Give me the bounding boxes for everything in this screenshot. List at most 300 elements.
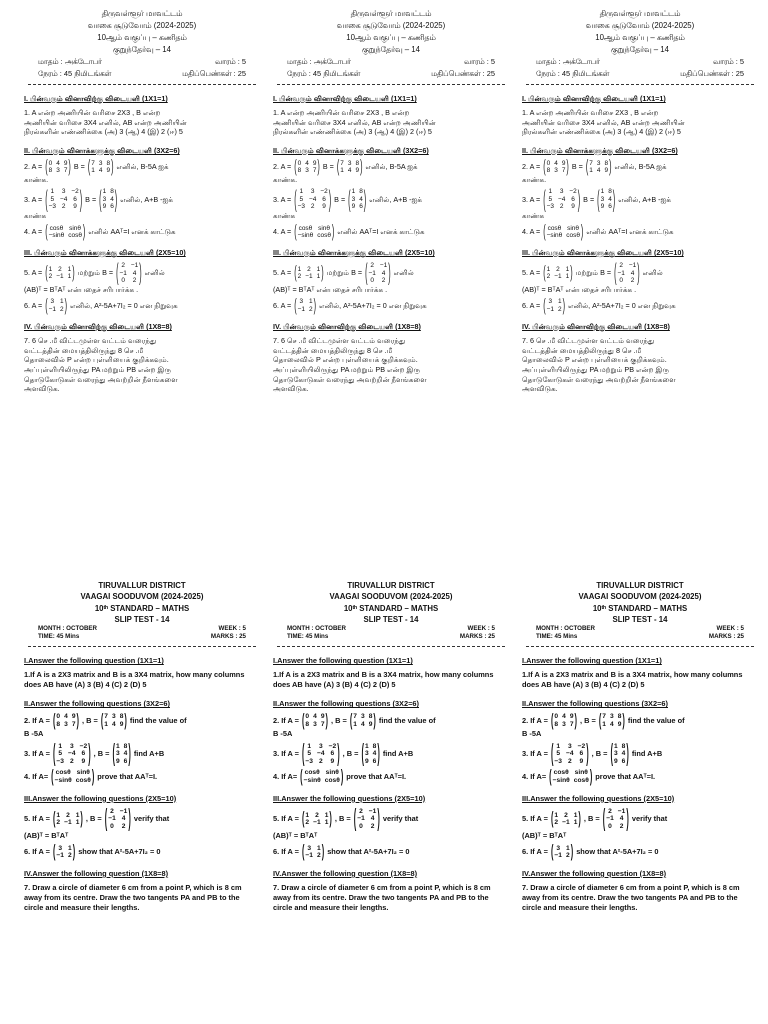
- matrix-q2A: [301, 708, 328, 731]
- week-label: வாரம் : 5: [713, 57, 744, 67]
- matrix-cell: 9: [312, 159, 317, 167]
- bracket-left: (: [353, 802, 357, 833]
- question-text: காண்க.: [522, 174, 547, 184]
- matrix-grid: [90, 160, 111, 175]
- q-text: , B =: [334, 814, 351, 824]
- bracket-left: (: [52, 737, 56, 768]
- matrix-cell: 2: [381, 277, 386, 285]
- matrix-grid: [605, 808, 626, 831]
- matrix-cell: 9: [330, 757, 335, 765]
- bracket-right: ): [80, 807, 83, 829]
- question-3: [24, 737, 260, 768]
- matrix-cell: 3: [307, 844, 312, 852]
- header-line: 10ᵗʰ STANDARD – MATHS: [592, 603, 688, 613]
- matrix-q2A: [543, 155, 569, 178]
- question-text: தொடுகோடுகள் வரைந்து அவற்றின் நீளங்களை: [24, 374, 178, 384]
- section-heading-text: IV.Answer the following question (1X8=8): [24, 868, 169, 878]
- q-text: எனில் AAᵀ=I எனக் காட்டுக: [586, 227, 674, 237]
- bracket-left: (: [349, 708, 353, 731]
- header-line: VAAGAI SOODUVOM (2024-2025): [578, 592, 702, 602]
- q-text: எனில், A²-5A+7I₂ = 0 என நிறுவுக: [568, 300, 676, 310]
- q-text: verify that: [133, 814, 170, 824]
- question-2: [24, 155, 260, 185]
- bracket-right: ): [139, 256, 142, 288]
- matrix-q5B: [365, 256, 391, 288]
- matrix-cell: −1: [628, 262, 637, 270]
- matrix-cell: 3: [361, 713, 365, 721]
- matrix-cell: 8: [119, 713, 124, 721]
- section-heading: [24, 656, 260, 666]
- english-sheet-2: [273, 580, 509, 913]
- bracket-right: ): [388, 256, 391, 288]
- matrix-cell: −1: [617, 807, 626, 815]
- matrix-cell: 7: [569, 720, 574, 728]
- section-heading: [24, 248, 260, 258]
- matrix-cell: 2: [317, 852, 321, 860]
- question-3: [522, 737, 758, 768]
- matrix-grid: [103, 713, 124, 728]
- matrix-q2A: [550, 708, 577, 731]
- question-5: [24, 256, 260, 294]
- matrix-cell: 0: [619, 277, 623, 285]
- section-heading-text: I.Answer the following question (1X1=1): [24, 656, 164, 666]
- matrix-cell: 1: [75, 819, 80, 827]
- divider: [526, 643, 754, 647]
- question-1: [273, 108, 509, 137]
- header-line: SLIP TEST - 14: [114, 614, 170, 624]
- matrix-cell: 3: [64, 720, 68, 728]
- matrix-q3A: [543, 183, 581, 214]
- matrix-cell: 1: [316, 273, 321, 281]
- time-marks-row: [522, 68, 758, 79]
- bracket-right: ): [586, 737, 589, 768]
- matrix-cell: 7: [340, 159, 344, 167]
- matrix-cell: 9: [604, 167, 609, 175]
- q-text: verify that: [382, 814, 419, 824]
- matrix-cell: cosθ: [55, 769, 71, 777]
- q-text: 2. If A =: [24, 715, 50, 725]
- question-line: [522, 708, 758, 731]
- matrix-cell: −1: [379, 262, 388, 270]
- matrix-cell: 3: [600, 195, 605, 203]
- bracket-right: ): [373, 708, 376, 731]
- time-marks-row: [24, 633, 260, 641]
- matrix-cell: −4: [557, 195, 566, 203]
- bracket-left: (: [348, 183, 351, 214]
- matrix-grid: [55, 845, 72, 860]
- section-heading-text: III.Answer the following questions (2X5=10): [24, 793, 177, 803]
- matrix-q3B: [610, 737, 629, 768]
- bracket-right: ): [88, 737, 91, 768]
- matrix-cell: 6: [359, 203, 363, 211]
- matrix-cell: 7: [589, 159, 593, 167]
- question-text: (AB)ᵀ = BᵀAᵀ: [24, 830, 69, 840]
- question-4: [273, 765, 509, 787]
- matrix-cell: −1: [64, 819, 72, 827]
- question-line: [273, 183, 509, 214]
- matrix-cell: 6: [110, 203, 114, 211]
- matrix-cell: 0: [370, 277, 374, 285]
- matrix-cell: 1: [351, 188, 356, 196]
- matrix-cell: 9: [73, 203, 77, 211]
- matrix-cell: −4: [308, 195, 317, 203]
- header-line: வாகை சூடுவோம் (2024-2025): [585, 21, 695, 31]
- matrix-cell: 6: [81, 750, 86, 758]
- matrix-cell: 9: [81, 757, 86, 765]
- bracket-right: ): [578, 807, 581, 829]
- question-line: [24, 183, 260, 214]
- bracket-left: (: [51, 765, 54, 787]
- section-heading: [24, 146, 260, 156]
- question-text: அப்புள்ளியிலிருந்து PA மற்றும் PB என்ற இரு: [24, 365, 172, 375]
- header-line: திருவள்ளூர் மாவட்டம்: [599, 9, 681, 18]
- section-heading-text: I.Answer the following question (1X1=1): [522, 656, 662, 666]
- bracket-right: ): [340, 765, 344, 787]
- header-line: SLIP TEST - 14: [363, 614, 419, 624]
- matrix-cell: sinθ: [69, 224, 82, 232]
- matrix-cell: 4: [313, 713, 317, 721]
- question-1: 1.If A is a 2X3 matrix and B is a 3X4 matrix, how many columns does AB have (A) 3 (B) 4 (C) 2 (D) 5: [522, 670, 743, 690]
- matrix-cell: 6: [372, 757, 377, 765]
- header-line: திருவள்ளூர் மாவட்டம்: [101, 9, 183, 18]
- matrix-cell: 3: [112, 713, 116, 721]
- matrix-cell: 2: [370, 822, 375, 830]
- q-text: 6. A =: [273, 300, 292, 310]
- section-heading: [24, 322, 260, 332]
- question-text: அப்புள்ளியிலிருந்து PA மற்றும் PB என்ற இரு: [522, 365, 670, 375]
- matrix-cell: 3: [610, 713, 614, 721]
- question-line: [24, 155, 260, 178]
- bracket-left: (: [543, 220, 546, 242]
- section-heading-text: II. பின்வரும் வினாக்களுக்கு விடையளி (3X2=6): [273, 146, 429, 156]
- matrix-cell: 2: [308, 305, 313, 313]
- section-heading: [522, 146, 758, 156]
- matrix-cell: 4: [619, 815, 624, 823]
- matrix-cell: 1: [299, 188, 304, 196]
- header-line: வாகை சூடுவோம் (2024-2025): [336, 21, 446, 31]
- question-6: [273, 294, 509, 316]
- header-line: 10ஆம் வகுப்பு – கணிதம்: [595, 33, 685, 43]
- question-line: [24, 256, 260, 288]
- question-3: [24, 183, 260, 220]
- matrix-q6A: [550, 840, 574, 862]
- bracket-right: ): [337, 737, 340, 768]
- question-line: [24, 802, 260, 833]
- time-label: நேரம் : 45 நிமிடங்கள்: [287, 68, 361, 78]
- matrix-cell: 2: [546, 273, 551, 281]
- matrix-cell: 2: [370, 262, 374, 270]
- matrix-cell: 4: [123, 750, 128, 758]
- time-marks-row: [273, 68, 509, 79]
- matrix-cell: −1: [562, 819, 570, 827]
- q-text: , B =: [82, 715, 98, 725]
- tamil-sheet-1: [24, 8, 260, 394]
- divider: [526, 81, 754, 85]
- matrix-grid: [304, 845, 321, 860]
- matrix-q4A: [300, 765, 344, 787]
- matrix-q2B: [100, 708, 127, 731]
- question-2: [522, 155, 758, 185]
- bracket-right: ): [331, 220, 335, 242]
- matrix-cell: 4: [630, 269, 635, 277]
- matrix-grid: [552, 769, 590, 784]
- bracket-right: ): [626, 737, 629, 768]
- month-label: MONTH : OCTOBER: [38, 625, 98, 633]
- matrix-cell: 0: [554, 713, 559, 721]
- matrix-grid: [48, 225, 83, 240]
- section-heading: [24, 94, 260, 104]
- header-line: குறுந்தேர்வு – 14: [362, 45, 420, 55]
- matrix-cell: 1: [75, 811, 80, 819]
- section-heading: [273, 699, 509, 709]
- matrix-cell: 1: [91, 167, 95, 175]
- matrix-cell: 3: [559, 188, 564, 196]
- question-line: [273, 294, 509, 316]
- month-week-row: [273, 56, 509, 67]
- section-heading-text: IV. பின்வரும் வினாவிற்கு விடையளி (1X8=8): [24, 322, 172, 332]
- section-heading-text: III. பின்வரும் வினாக்களுக்கு விடையளி (2X5=10): [24, 248, 186, 258]
- q-text: 4. A =: [522, 227, 541, 237]
- bracket-right: ): [626, 802, 629, 833]
- time-label: TIME: 45 Mins: [287, 633, 329, 641]
- q-text: B =: [334, 194, 346, 204]
- bracket-left: (: [294, 294, 297, 316]
- matrix-cell: −2: [569, 188, 577, 196]
- matrix-q6A: [294, 294, 316, 316]
- matrix-cell: −1: [297, 305, 305, 313]
- q-text: எனில், A+B -ஐக்: [369, 194, 422, 204]
- bracket-right: ): [609, 155, 612, 178]
- matrix-cell: 5: [556, 750, 561, 758]
- matrix-cell: 9: [320, 713, 325, 721]
- bracket-left: (: [301, 840, 305, 862]
- question-2: [24, 708, 260, 738]
- matrix-cell: 3: [556, 844, 561, 852]
- question-line: [522, 294, 758, 316]
- bracket-left: (: [301, 737, 305, 768]
- question-text: B -5A: [24, 728, 44, 738]
- matrix-cell: 9: [600, 203, 605, 211]
- matrix-cell: 7: [71, 720, 76, 728]
- q-text: prove that AAᵀ=I.: [97, 772, 158, 782]
- matrix-cell: 2: [56, 819, 61, 827]
- section-heading: [522, 869, 758, 879]
- question-text: தொடுகோடுகள் வரைந்து அவற்றின் நீளங்களை: [522, 374, 676, 384]
- bracket-left: (: [550, 737, 554, 768]
- matrix-cell: 8: [56, 720, 61, 728]
- q-text: B =: [73, 162, 85, 172]
- matrix-cell: 2: [305, 819, 310, 827]
- matrix-cell: 1: [546, 265, 551, 273]
- matrix-grid: [553, 713, 574, 728]
- matrix-cell: 9: [571, 203, 575, 211]
- q-text: எனில், B-5A ஐக்: [116, 162, 169, 172]
- q-text: , B =: [591, 748, 608, 758]
- section-heading: [24, 794, 260, 804]
- matrix-cell: 5: [299, 195, 304, 203]
- bracket-right: ): [321, 261, 324, 284]
- bracket-right: ): [128, 737, 131, 768]
- bracket-right: ): [114, 183, 118, 214]
- matrix-cell: 6: [123, 757, 128, 765]
- matrix-cell: 9: [119, 720, 124, 728]
- question-line: [24, 765, 260, 787]
- question-5: [273, 256, 509, 294]
- question-text: தொலைவில் P என்ற புள்ளியைக் குறிக்கவும்.: [24, 355, 169, 365]
- q-text: எனில், B-5A ஐக்: [365, 162, 418, 172]
- marks-label: மதிப்பெண்கள் : 25: [182, 68, 246, 78]
- matrix-cell: 8: [106, 159, 111, 167]
- matrix-cell: 0: [359, 822, 363, 830]
- header-line: TIRUVALLUR DISTRICT: [98, 581, 186, 590]
- time-marks-row: [273, 633, 509, 641]
- matrix-cell: cosθ: [49, 224, 64, 232]
- matrix-cell: 1: [67, 273, 72, 281]
- matrix-cell: −4: [317, 750, 325, 758]
- question-text: நிரல்களின் எண்ணிக்கை (அ) 3 (ஆ) 4 (இ) 2 (ஈ) 5: [273, 127, 432, 137]
- matrix-cell: 1: [317, 844, 321, 852]
- header-line: TIRUVALLUR DISTRICT: [596, 581, 684, 590]
- matrix-cell: 2: [566, 852, 570, 860]
- question-6: [522, 840, 758, 862]
- matrix-cell: 3: [613, 750, 618, 758]
- matrix-cell: 6: [608, 203, 612, 211]
- question-3: [522, 183, 758, 220]
- matrix-q5A: [45, 261, 75, 284]
- matrix-cell: 8: [305, 720, 310, 728]
- matrix-cell: 3: [313, 720, 317, 728]
- question-3: [273, 737, 509, 768]
- matrix-cell: 2: [121, 262, 125, 270]
- q-text: 6. A =: [24, 300, 43, 310]
- matrix-cell: 2: [608, 807, 612, 815]
- bracket-left: (: [543, 155, 546, 178]
- matrix-cell: 1: [548, 188, 553, 196]
- matrix-grid: [107, 808, 128, 831]
- bracket-left: (: [100, 708, 104, 731]
- matrix-grid: [351, 188, 364, 210]
- bracket-left: (: [294, 155, 297, 178]
- section-heading-text: III. பின்வரும் வினாக்களுக்கு விடையளி (2X5=10): [522, 248, 684, 258]
- question-text: (AB)ᵀ = BᵀAᵀ: [522, 830, 567, 840]
- matrix-cell: 1: [68, 844, 72, 852]
- q-text: 2. If A =: [522, 715, 548, 725]
- matrix-cell: 7: [63, 167, 68, 175]
- matrix-q3A: [550, 737, 589, 768]
- matrix-cell: −sinθ: [546, 232, 563, 239]
- matrix-cell: 5: [58, 750, 63, 758]
- bracket-right: ): [76, 708, 79, 731]
- matrix-q3B: [99, 183, 118, 214]
- section-heading-text: IV.Answer the following question (1X8=8): [273, 868, 418, 878]
- marks-label: மதிப்பெண்கள் : 25: [431, 68, 495, 78]
- matrix-cell: 2: [297, 273, 302, 281]
- matrix-cell: 3: [61, 188, 66, 196]
- bracket-left: (: [597, 183, 600, 214]
- question-6: [24, 294, 260, 316]
- matrix-cell: −2: [71, 188, 79, 196]
- matrix-cell: 4: [347, 167, 352, 175]
- question-line: [522, 765, 758, 787]
- section-heading-text: I.Answer the following question (1X1=1): [273, 656, 413, 666]
- week-label: வாரம் : 5: [215, 57, 246, 67]
- matrix-q3B: [112, 737, 131, 768]
- bracket-right: ): [570, 261, 573, 284]
- matrix-grid: [356, 808, 377, 831]
- matrix-q4A: [294, 220, 335, 242]
- matrix-q5A: [294, 261, 324, 284]
- matrix-cell: 3: [56, 167, 60, 175]
- question-4: [24, 765, 260, 787]
- section-heading-text: III.Answer the following questions (2X5=10): [273, 793, 426, 803]
- section-heading-text: III. பின்வரும் வினாக்களுக்கு விடையளி (2X5=10): [273, 248, 435, 258]
- matrix-grid: [55, 743, 88, 766]
- bracket-right: ): [589, 765, 593, 787]
- matrix-cell: 2: [58, 265, 62, 273]
- section-heading: [273, 94, 509, 104]
- sheet-header: [522, 580, 758, 625]
- section-heading: [522, 94, 758, 104]
- question-text: அளவிடுக.: [522, 384, 558, 394]
- matrix-grid: [55, 812, 80, 827]
- q-text: find the value of: [129, 715, 187, 725]
- question-2: [522, 708, 758, 738]
- section-heading-text: I. பின்வரும் வினாவிற்கு விடையளி (1X1=1): [522, 94, 666, 104]
- bracket-left: (: [550, 807, 554, 829]
- matrix-cell: 2: [307, 265, 311, 273]
- matrix-cell: 9: [613, 757, 618, 765]
- matrix-cell: 3: [310, 188, 315, 196]
- matrix-cell: 9: [71, 713, 76, 721]
- matrix-cell: −1: [56, 273, 64, 281]
- question-line: [24, 840, 260, 862]
- matrix-cell: 8: [604, 159, 609, 167]
- matrix-grid: [48, 188, 80, 210]
- section-heading: [522, 656, 758, 666]
- matrix-cell: sinθ: [574, 769, 588, 777]
- bracket-left: (: [602, 802, 606, 833]
- matrix-q2B: [87, 155, 114, 178]
- question-line: [522, 220, 758, 242]
- bracket-right: ): [570, 840, 574, 862]
- matrix-cell: sinθ: [318, 224, 331, 232]
- matrix-cell: 7: [561, 167, 566, 175]
- q-text: show that A²-5A+7I₂ = 0: [576, 847, 659, 857]
- section-heading-text: IV.Answer the following question (1X8=8): [522, 868, 667, 878]
- bracket-right: ): [64, 294, 67, 316]
- matrix-cell: 1: [67, 265, 72, 273]
- bracket-right: ): [577, 183, 581, 214]
- matrix-cell: 4: [381, 269, 386, 277]
- question-text: தொலைவில் P என்ற புள்ளியைக் குறிக்கவும்.: [522, 355, 667, 365]
- question-line: [24, 220, 260, 242]
- q-text: 4. If A=: [24, 772, 49, 782]
- question-5: [24, 802, 260, 841]
- matrix-cell: 0: [110, 822, 114, 830]
- q-text: மற்றும் B =: [326, 268, 363, 278]
- bracket-right: ): [72, 261, 75, 284]
- marks-label: MARKS : 25: [210, 633, 246, 641]
- bracket-left: (: [104, 802, 108, 833]
- q-text: , B =: [331, 715, 347, 725]
- matrix-cell: 1: [565, 273, 570, 281]
- question-text: காண்க: [522, 210, 545, 220]
- matrix-grid: [553, 845, 570, 860]
- bracket-left: (: [45, 155, 48, 178]
- header-line: VAAGAI SOODUVOM (2024-2025): [329, 592, 453, 602]
- week-label: WEEK : 5: [716, 625, 744, 633]
- matrix-cell: 1: [56, 811, 61, 819]
